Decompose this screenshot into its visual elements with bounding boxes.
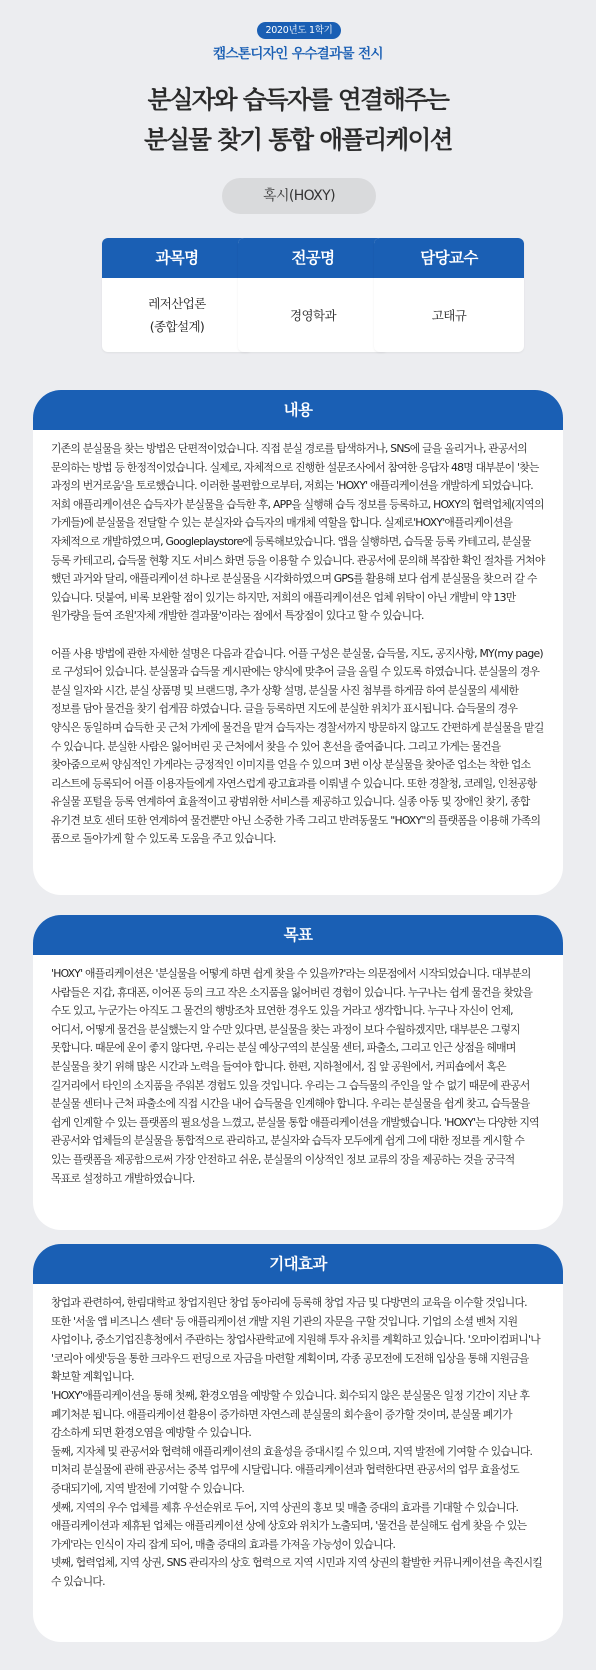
effect-paragraph-4: 셋째, 지역의 우수 업체를 제휴 우선순위로 두어, 지역 상권의 홍보 및 매출 증대의 효과를 기대할 수 있습니다. 애플리케이션과 제휴된 업체는 애플리케이션 상에 상호와 위치가 노출되며, '물건을 분실해도 쉽게 찾을 수 있는 가게'라는 인식이 자리 잡게 되어, 매출 증대의 효과를 가져올 가능성이 있습니다. [51, 1500, 527, 1551]
course-value-line-2: (종합설계) [149, 319, 205, 334]
effect-section [33, 1244, 563, 1642]
page-title [0, 80, 596, 160]
team-name-badge: 혹시(HOXY) [222, 178, 376, 214]
professor-card [374, 238, 524, 352]
exhibition-title: 캡스톤디자인 우수결과물 전시 [213, 46, 383, 62]
course-label: 과목명 [102, 238, 252, 278]
professor-label: 담당교수 [374, 238, 524, 278]
major-value: 경영학과 [290, 307, 336, 323]
content-body [33, 430, 563, 849]
content-paragraph-2: 어플 사용 방법에 관한 자세한 설명은 다음과 같습니다. 어플 구성은 분실물, 습득물, 지도, 공지사항, MY(my page)로 구성되어 있습니다. 분실물과 습득물 게시판에는 양식에 맞추어 글을 올릴 수 있도록 하였습니다. 분실물의 경우 분실 일자와 시간, 분실 상품명 및 브랜드명, 추가 상황 설명, 분실물 사진 첨부를 하게끔 하여 분실물의 세세한 정보를 담아 물건을 찾기 쉽게끔 하였습니다. 글을 등록하면 지도에 분실한 위치가 표시됩니다. 습득물의 경우 양식은 동일하며 습득한 곳 근처 가게에 물건을 맡겨 습득자는 경찰서까지 방문하지 않고도 간편하게 분실물을 맡길 수 있습니다. 분실한 사람은 잃어버린 곳 근처에서 찾을 수 있어 혼선을 줄여줍니다. 그리고 가게는 물건을 찾아줌으로써 양심적인 가게라는 긍정적인 이미지를 얻을 수 있으며 3번 이상 분실물을 찾아준 업소는 착한 업소 리스트에 등록되어 어플 이용자들에게 자연스럽게 광고효과를 이뤄낼 수 있습니다. 또한 경찰청, 코레일, 인천공항 유실물 포털을 등록 연계하여 효율적이고 광범위한 서비스를 제공하고 있습니다. 실종 아동 및 장애인 찾기, 종합 유기견 보호 센터 또한 연계하여 물건뿐만 아닌 소중한 가족 그리고 반려동물도 "HOXY"의 플랫폼을 이용해 가족의 품으로 돌아가게 할 수 있도록 도움을 주고 있습니다. [51, 646, 544, 846]
goal-paragraph: 'HOXY' 애플리케이션은 '분실물을 어떻게 하면 쉽게 찾을 수 있을까?'라는 의문점에서 시작되었습니다. 대부분의 사람들은 지갑, 휴대폰, 이어폰 등의 크고 작은 소지품을 잃어버린 경험이 있습니다. 누구나는 쉽게 물건을 찾았을 수도 있고, 누군가는 아직도 그 물건의 행방조차 묘연한 경우도 있을 거라고 생각합니다. 누구나 자신이 언제, 어디서, 어떻게 물건을 분실했는지 알 수만 있다면, 분실물을 찾는 과정이 보다 수월하겠지만, 대부분은 그렇지 못합니다. 때문에 운이 좋지 않다면, 우리는 분실 예상구역의 분실물 센터, 파출소, 그리고 인근 상점을 헤매며 분실물을 찾기 위해 많은 시간과 노력을 들여야 합니다. 한편, 지하철에서, 집 앞 공원에서, 커피숍에서 혹은 길거리에서 타인의 소지품을 주워본 경험도 있을 것입니다. 우리는 그 습득물의 주인을 알 수 없기 때문에 관공서 분실물 센터나 근처 파출소에 직접 시간을 내어 습득물을 인계해야 합니다. 우리는 분실물을 쉽게 찾고, 습득물을 쉽게 인계할 수 있는 플랫폼의 필요성을 느꼈고, 분실물 통합 애플리케이션을 개발했습니다. 'HOXY'는 다양한 지역 관공서와 업체들의 분실물을 통합적으로 관리하고, 분실자와 습득자 모두에게 쉽게 그에 대한 정보를 게시할 수 있는 플랫폼을 제공함으로써 가장 안전하고 쉬운, 분실물의 이상적인 정보 교류의 장을 제공하는 것을 궁극적 목표로 설정하고 개발하였습니다. [51, 967, 539, 1185]
content-section [33, 390, 563, 895]
major-card [238, 238, 388, 352]
goal-body [33, 955, 563, 1188]
course-card [102, 238, 252, 352]
course-value [102, 278, 252, 352]
course-value-line-1: 레저산업론 [148, 296, 206, 311]
title-line-2: 분실물 찾기 통합 애플리케이션 [144, 125, 452, 154]
effect-paragraph-3: 둘째, 지자체 및 관공서와 협력해 애플리케이션의 효율성을 증대시킬 수 있으며, 지역 발전에 기여할 수 있습니다. 미처리 분실물에 관해 관공서는 중복 업무에 시달립니다. 애플리케이션과 협력한다면 관공서의 업무 효율성도 증대되기에, 지역 발전에 기여할 수 있습니다. [51, 1444, 533, 1495]
effect-heading: 기대효과 [33, 1244, 563, 1284]
effect-paragraph-5: 넷째, 협력업체, 지역 상권, SNS 관리자의 상호 협력으로 지역 시민과 지역 상권의 활발한 커뮤니케이션을 촉진시킬 수 있습니다. [51, 1556, 543, 1588]
semester-badge: 2020년도 1학기 [257, 22, 341, 39]
goal-section [33, 915, 563, 1230]
content-paragraph-1: 기존의 분실물을 찾는 방법은 단편적이었습니다. 직접 분실 경로를 탐색하거나, SNS에 글을 올리거나, 관공서의 문의하는 방법 등 한정적이었습니다. 실제로, 자체적으로 진행한 설문조사에서 참여한 응답자 48명 대부분이 '찾는 과정의 번거로움'을 토로했습니다. 이러한 불편함으로부터, 저희는 'HOXY' 애플리케이션을 개발하게 되었습니다. 저희 애플리케이션은 습득자가 분실물을 습득한 후, APP을 실행해 습득 정보를 등록하고, HOXY의 협력업체(지역의 가게들)에 분실물을 전달할 수 있는 분실자와 습득자의 매개체 역할을 합니다. 실제로'HOXY'애플리케이션을 자체적으로 개발하였으며, Googleplaystore에 등록해보았습니다. 앱을 실행하면, 습득물 등록 카테고리, 분실물 등록 카테고리, 습득물 현황 지도 서비스 화면 등을 이용할 수 있습니다. 관공서에 문의해 복잡한 확인 절차를 거쳐야 했던 과거와 달리, 애플리케이션 하나로 분실물을 시각화하였으며 GPS를 활용해 보다 쉽게 분실물을 찾으러 갈 수 있습니다. 덧붙여, 비록 보완할 점이 있기는 하지만, 저희의 애플리케이션은 업체 위탁이 아닌 개발비 약 13만 원가량을 들여 조원'자체 개발한 결과물'이라는 점에서 특장점이 있다고 할 수 있습니다. [51, 442, 545, 623]
effect-paragraph-2: 'HOXY'애플리케이션을 통해 첫째, 환경오염을 예방할 수 있습니다. 회수되지 않은 분실물은 일정 기간이 지난 후 폐기처분 됩니다. 애플리케이션 활용이 증가하면 자연스레 분실물의 회수율이 증가할 것이며, 분실물 폐기가 감소하게 되면 환경오염을 예방할 수 있습니다. [51, 1388, 530, 1440]
effect-paragraph-1: 창업과 관련하여, 한림대학교 창업지원단 창업 동아리에 등록해 창업 자금 및 다방면의 교육을 이수할 것입니다. 또한 '서울 앱 비즈니스 센터' 등 애플리케이션 개발 지원 기관의 자문을 구할 것입니다. 기업의 소셜 벤처 지원 사업이나, 중소기업진흥청에서 주관하는 창업사관학교에 지원해 투자 유치를 계획하고 있습니다. '오마이컴퍼니'나 '코리아 에셋'등을 통한 크라우드 펀딩으로 자금을 마련할 계획이며, 각종 공모전에 도전해 입상을 통해 지원금을 확보할 계획입니다. [51, 1296, 540, 1384]
content-heading: 내용 [33, 390, 563, 430]
professor-value: 고태규 [431, 307, 467, 323]
title-line-1: 분실자와 습득자를 연결해주는 [147, 85, 449, 114]
goal-heading: 목표 [33, 915, 563, 955]
header-area [0, 0, 596, 385]
major-label: 전공명 [238, 238, 388, 278]
effect-body [33, 1284, 563, 1592]
